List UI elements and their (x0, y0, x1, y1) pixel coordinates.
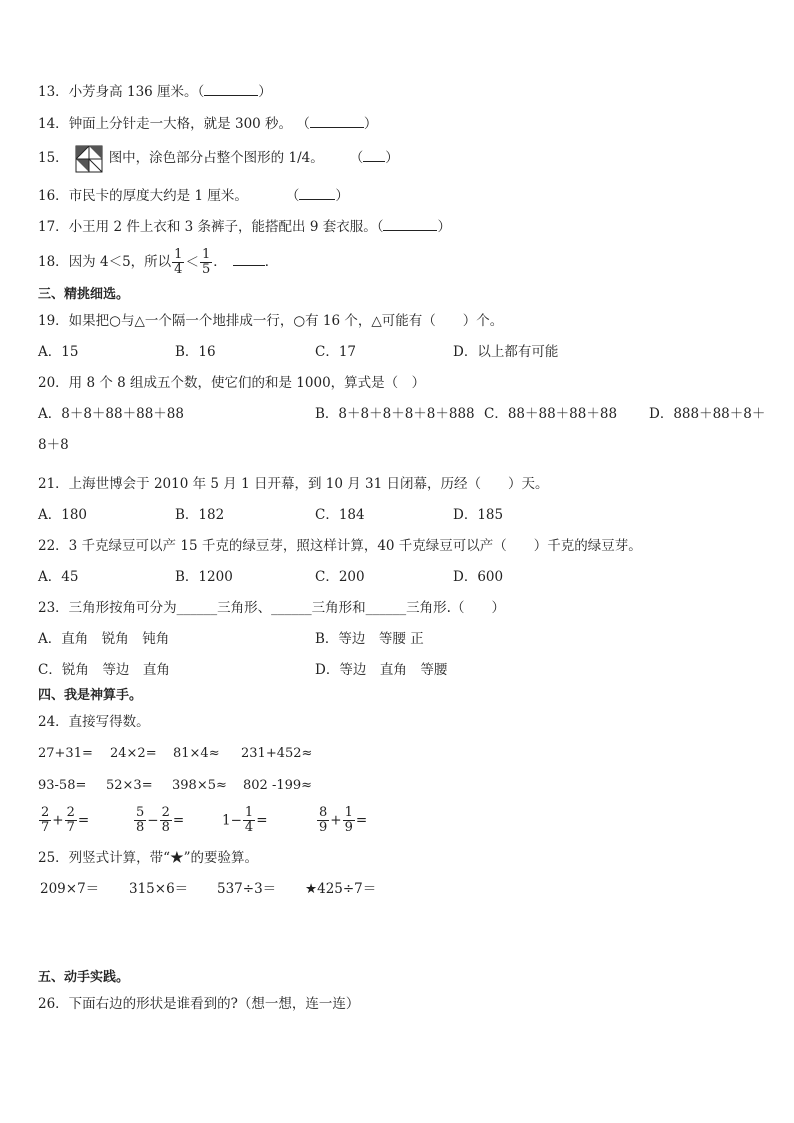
q18-answer-blank[interactable] (233, 253, 265, 266)
q18-f2-numerator: 1 (201, 247, 211, 262)
q13-answer-blank[interactable] (204, 83, 258, 96)
q24-fraction-1 (38, 802, 89, 839)
question-22: 22．3 千克绿豆可以产 15 千克的绿豆芽，照这样计算，40 千克绿豆可以产（ ）千克的绿豆芽。 (38, 538, 642, 554)
frac-2-eq: = (172, 812, 185, 829)
q15-close: ） (385, 150, 399, 166)
question-13 (38, 83, 272, 101)
q13-close: ） (258, 84, 272, 100)
section-3-title: 三、精挑细选。 (38, 287, 130, 302)
q18-number: 18． (38, 254, 69, 270)
question-18 (38, 244, 278, 281)
frac-4b-num: 1 (344, 805, 353, 820)
q23-option-a[interactable]: A．直角 锐角 钝角 (38, 631, 170, 647)
frac-1-op: + (52, 812, 64, 829)
q18-f2-denominator: 5 (201, 262, 211, 277)
q24-r2-c1: 93-58= (38, 778, 87, 793)
q18-dot: ． (213, 254, 227, 270)
question-15 (38, 143, 399, 173)
q18-f1-numerator: 1 (174, 247, 183, 262)
q19-option-b[interactable]: B．16 (175, 344, 216, 360)
q16-close: ） (335, 188, 349, 204)
frac-4a (317, 806, 329, 835)
q23-option-b[interactable]: B．等边 等腰 正 (315, 631, 424, 647)
q14-number: 14． (38, 116, 69, 132)
frac-2a-num: 5 (136, 805, 145, 820)
frac-2b-den: 8 (161, 820, 170, 835)
q22-option-a[interactable]: A．45 (38, 569, 79, 585)
frac-1b-den: 7 (66, 820, 75, 835)
frac-2a-den: 8 (136, 820, 145, 835)
q13-text: 小芳身高 136 厘米。（ (68, 84, 205, 100)
frac-3-eq: = (256, 812, 268, 829)
q18-less-than: ＜ (185, 254, 199, 271)
q24-fraction-3 (222, 802, 268, 839)
frac-2b (160, 806, 172, 835)
q24-r2-c4: 802 -199≈ (243, 778, 313, 793)
frac-1b-num: 2 (66, 805, 75, 820)
q25-item-2: 315×6＝ (129, 881, 189, 897)
q18-end: ． (264, 254, 279, 270)
q22-option-c[interactable]: C．200 (315, 569, 365, 585)
frac-4-op: + (330, 812, 342, 829)
q22-option-b[interactable]: B．1200 (175, 569, 233, 585)
q20-option-d[interactable]: D．888＋88＋8＋ (649, 406, 766, 422)
shaded-squares-icon (75, 145, 103, 173)
question-20: 20．用 8 个 8 组成五个数，使它们的和是 1000，算式是（ ） (38, 375, 426, 391)
q23-option-c[interactable]: C．锐角 等边 直角 (38, 662, 170, 678)
frac-2a (134, 806, 146, 835)
q14-answer-blank[interactable] (310, 115, 364, 128)
q18-fraction-2 (200, 248, 212, 277)
q17-answer-blank[interactable] (383, 218, 437, 231)
q21-option-d[interactable]: D．185 (453, 507, 504, 523)
q20-option-a[interactable]: A．8＋8＋88＋88＋88 (38, 406, 184, 422)
q25-item-1: 209×7＝ (40, 881, 100, 897)
frac-4a-num: 8 (319, 805, 328, 820)
q16-text: 市民卡的厚度大约是 1 厘米。 (68, 188, 248, 204)
frac-2b-num: 2 (161, 805, 170, 820)
q22-option-d[interactable]: D．600 (453, 569, 504, 585)
q14-close: ） (363, 116, 378, 132)
q17-text: 小王用 2 件上衣和 3 条裤子，能搭配出 9 套衣服。（ (68, 219, 384, 235)
q18-text: 因为 4＜5，所以 (68, 254, 172, 270)
q20-option-b[interactable]: B．8＋8＋8＋8＋8＋888 (315, 406, 475, 422)
q25-item-3: 537÷3＝ (217, 881, 277, 897)
q24-r1-c1: 27+31= (38, 746, 93, 761)
frac-3-pre: 1− (222, 812, 242, 829)
q24-fraction-4 (316, 802, 367, 839)
q14-text: 钟面上分针走一大格，就是 300 秒。 （ (68, 116, 310, 132)
frac-3b-num: 1 (244, 805, 254, 820)
q16-number: 16． (38, 188, 69, 204)
q19-option-d[interactable]: D．以上都有可能 (453, 344, 559, 360)
q18-f1-denominator: 4 (174, 262, 183, 277)
question-17 (38, 218, 451, 236)
q24-fraction-2 (133, 802, 184, 839)
frac-1a-num: 2 (41, 805, 50, 820)
frac-1a-den: 7 (41, 820, 50, 835)
question-25: 25．列竖式计算，带“★”的要验算。 (38, 850, 258, 866)
frac-1-eq: = (77, 812, 90, 829)
q21-option-c[interactable]: C．184 (315, 507, 365, 523)
q19-option-c[interactable]: C．17 (315, 344, 357, 360)
q17-close: ） (437, 219, 451, 235)
q15-number: 15． (38, 150, 69, 166)
q17-number: 17． (38, 219, 69, 235)
q18-fraction-1 (172, 248, 184, 277)
q20-option-d-continued: 8＋8 (38, 437, 69, 453)
q21-option-a[interactable]: A．180 (38, 507, 88, 523)
q24-r1-c4: 231+452≈ (241, 746, 313, 761)
frac-1a (39, 806, 51, 835)
question-26: 26．下面右边的形状是谁看到的?（想一想，连一连） (38, 996, 360, 1012)
question-23: 23．三角形按角可分为______三角形、______三角形和______三角形.（ ） (38, 600, 505, 616)
q16-open: （ (285, 188, 300, 204)
question-21: 21．上海世博会于 2010 年 5 月 1 日开幕，到 10 月 31 日闭幕，历经（ ）天。 (38, 476, 549, 492)
question-19: 19．如果把○与△一个隔一个地排成一行，○有 16 个，△可能有（ ）个。 (38, 313, 504, 329)
frac-2-op: − (147, 812, 159, 829)
frac-3b (243, 806, 255, 835)
section-5-title: 五、动手实践。 (38, 970, 130, 985)
q23-option-d[interactable]: D．等边 直角 等腰 (315, 662, 448, 678)
question-14 (38, 115, 377, 133)
q24-r1-c2: 24×2= (110, 746, 157, 761)
frac-4a-den: 9 (319, 820, 328, 835)
q13-number: 13． (38, 84, 69, 100)
frac-3b-den: 4 (244, 820, 254, 835)
q19-option-a[interactable]: A．15 (38, 344, 79, 360)
q15-open: （ (349, 150, 364, 166)
q24-r1-c3: 81×4≈ (173, 746, 220, 761)
q15-text: 图中，涂色部分占整个图形的 1/4。 (108, 150, 324, 166)
q25-item-4: ★425÷7＝ (305, 881, 377, 897)
frac-4-eq: = (355, 812, 368, 829)
section-4-title: 四、我是神算手。 (38, 688, 143, 703)
q21-option-b[interactable]: B．182 (175, 507, 225, 523)
frac-4b-den: 9 (344, 820, 353, 835)
question-16 (38, 187, 349, 205)
frac-1b (65, 806, 77, 835)
q15-answer-blank[interactable] (363, 149, 385, 162)
q16-answer-blank[interactable] (299, 187, 335, 200)
q20-option-c[interactable]: C．88＋88＋88＋88 (484, 406, 618, 422)
q24-r2-c2: 52×3= (106, 778, 153, 793)
q24-r2-c3: 398×5≈ (172, 778, 227, 793)
frac-4b (343, 806, 355, 835)
question-24: 24．直接写得数。 (38, 714, 150, 730)
